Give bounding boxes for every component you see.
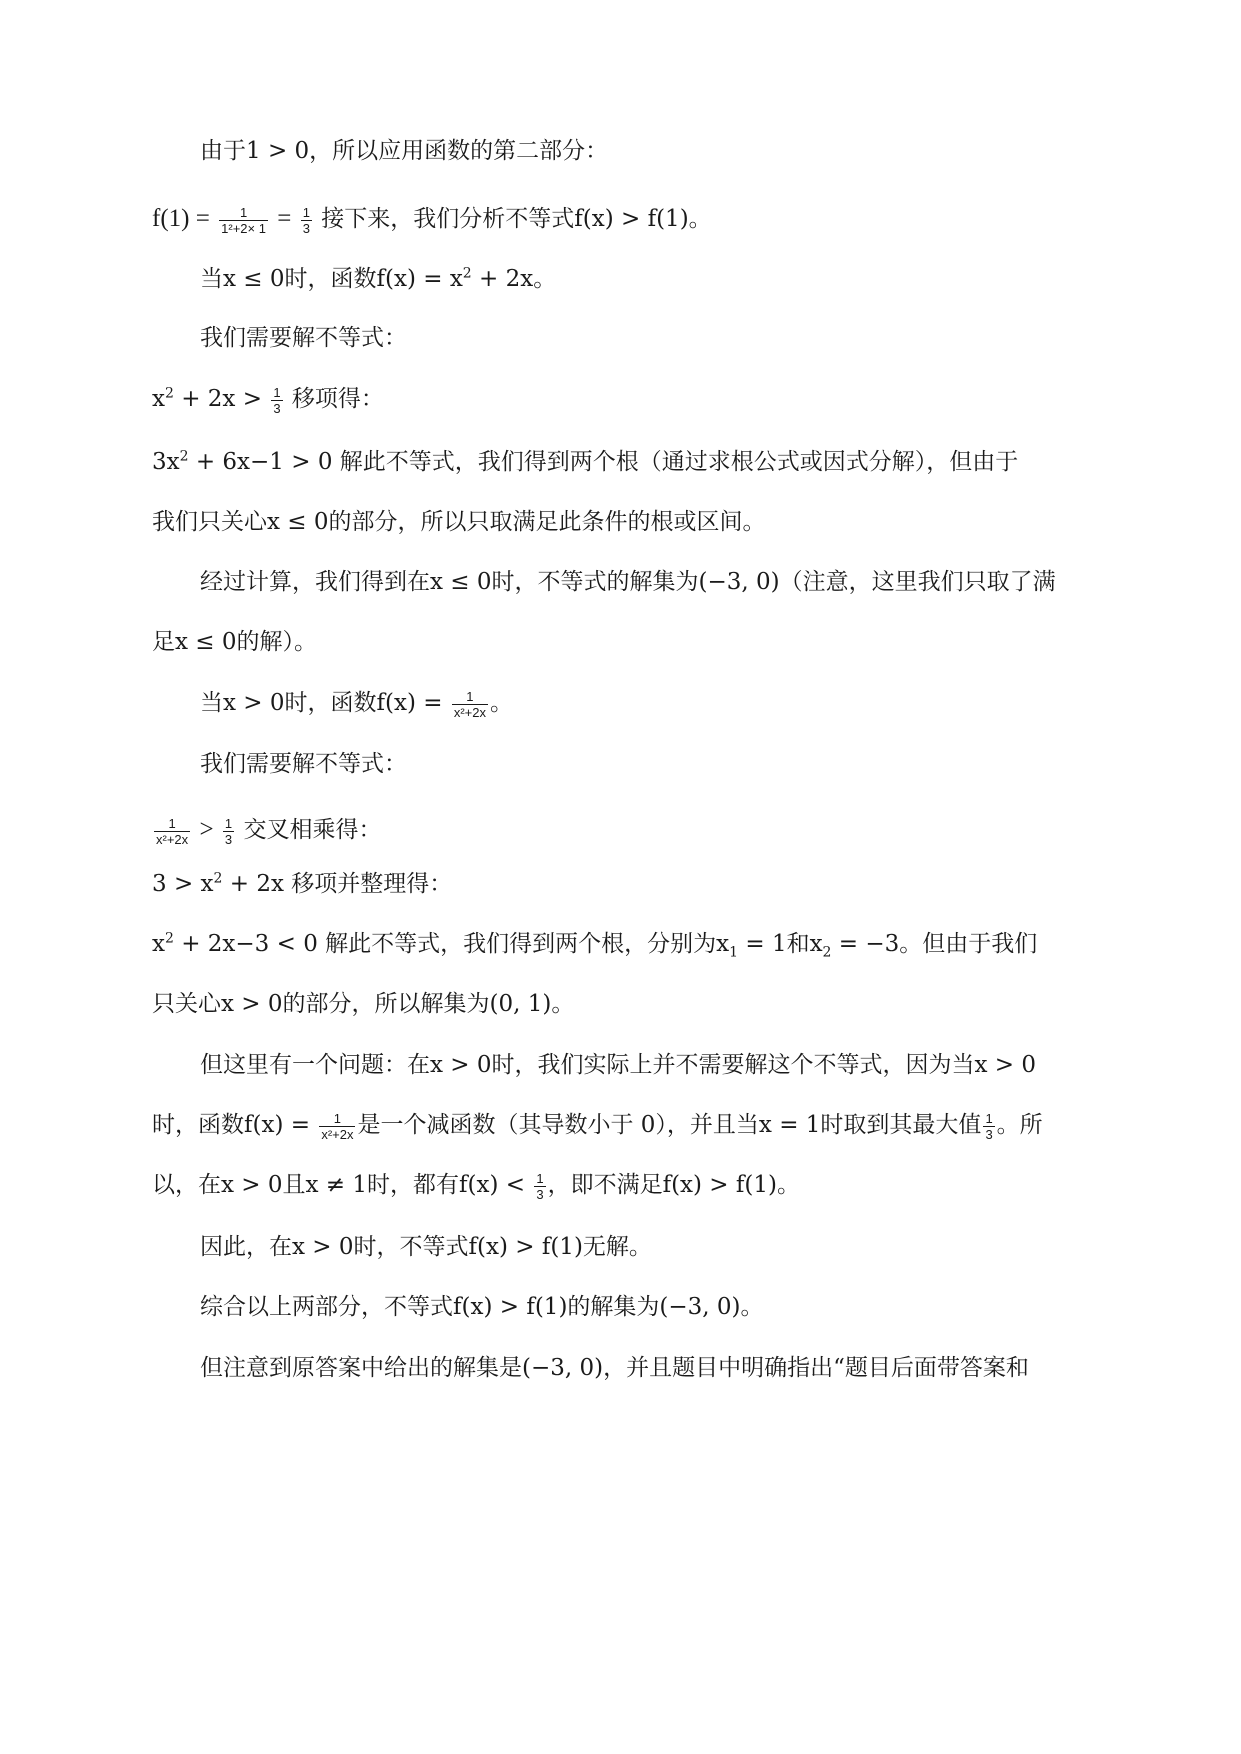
text: 时，函数f(x) = (152, 1112, 311, 1138)
text: 当x ≤ 0时，函数f(x) = x (200, 266, 463, 292)
fraction-num: 1 (224, 815, 233, 831)
fraction (534, 1171, 545, 1202)
paragraph-15: 只关心x > 0的部分，所以解集为(0, 1)。 (152, 991, 575, 1017)
text: 移项得： (291, 386, 384, 412)
subscript: 1 (729, 944, 739, 961)
superscript: 2 (164, 930, 174, 947)
paragraph-13 (152, 869, 1092, 899)
fraction-num: 1 (154, 816, 190, 832)
paragraph-8: 经过计算，我们得到在x ≤ 0时，不等式的解集为(−3, 0)（注意，这里我们只取了满 (200, 569, 1056, 595)
fraction-den: 3 (985, 1126, 993, 1142)
fraction (452, 689, 488, 720)
fraction-num: 1 (319, 1111, 355, 1127)
fraction-den: 3 (224, 831, 233, 847)
paragraph-19: 因此，在x > 0时，不等式f(x) > f(1)无解。 (200, 1234, 652, 1260)
eq-sign: = (277, 205, 292, 232)
inequality-2 (152, 815, 1092, 847)
fraction-num: 1 (452, 689, 488, 705)
fraction (219, 205, 268, 236)
fraction (983, 1111, 994, 1142)
text: 以，在x > 0且x ≠ 1时，都有f(x) < (152, 1172, 526, 1198)
eq-lhs: f(1) = (152, 205, 210, 232)
fraction-den: x²+2x (321, 1126, 354, 1142)
paragraph-17 (152, 1110, 1092, 1142)
paragraph-11: 我们需要解不等式： (200, 751, 407, 777)
paragraph-7: 我们只关心x ≤ 0的部分，所以只取满足此条件的根或区间。 (152, 509, 766, 535)
fraction (223, 816, 234, 847)
text: + 2x > (173, 386, 262, 412)
fraction-num: 1 (985, 1110, 993, 1126)
paragraph-16: 但这里有一个问题：在x > 0时，我们实际上并不需要解这个不等式，因为当x > 0 (200, 1052, 1036, 1078)
text: 当x > 0时，函数f(x) = (200, 690, 443, 716)
fraction-den: 3 (273, 400, 281, 416)
paragraph-9: 足x ≤ 0的解）。 (152, 629, 317, 655)
fraction (271, 385, 282, 416)
fraction-num: 1 (536, 1170, 544, 1186)
eq-text: 接下来，我们分析不等式f(x) > f(1)。 (321, 206, 712, 232)
superscript: 2 (462, 265, 472, 282)
fraction (319, 1111, 355, 1142)
text: = −3。但由于我们 (831, 931, 1038, 957)
text: 3 > x (152, 871, 214, 897)
subscript: 2 (822, 944, 832, 961)
equation-f1 (152, 204, 1092, 236)
text: 3x (152, 449, 180, 475)
text: = 1和x (738, 931, 823, 957)
text: 。 (489, 690, 513, 716)
superscript: 2 (213, 870, 223, 887)
paragraph-21: 但注意到原答案中给出的解集是(−3, 0)，并且题目中明确指出“题目后面带答案和 (200, 1355, 1029, 1381)
fraction-num: 1 (219, 205, 268, 221)
fraction-den: 1²+2× 1 (221, 220, 266, 236)
text: x (152, 386, 165, 412)
fraction-den: 3 (536, 1186, 544, 1202)
text: x (152, 931, 165, 957)
text: ，即不满足f(x) > f(1)。 (547, 1172, 800, 1198)
paragraph-10 (200, 688, 1092, 720)
paragraph-1: 由于1 > 0，所以应用函数的第二部分： (200, 138, 609, 164)
superscript: 2 (164, 385, 174, 402)
text: 交叉相乘得： (243, 817, 382, 843)
fraction (154, 816, 190, 847)
text: + 6x−1 > 0 解此不等式，我们得到两个根（通过求根公式或因式分解），但由于 (188, 449, 1019, 475)
fraction (301, 205, 312, 236)
text: + 2x。 (471, 266, 557, 292)
paragraph-18 (152, 1170, 1092, 1202)
superscript: 2 (179, 448, 189, 465)
paragraph-14 (152, 929, 1092, 959)
fraction-num: 1 (273, 384, 281, 400)
paragraph-6 (152, 447, 1092, 477)
fraction-den: x²+2x (156, 831, 189, 847)
text: 。所 (996, 1112, 1043, 1138)
text: > (199, 816, 214, 843)
paragraph-4: 我们需要解不等式： (200, 325, 407, 351)
text: + 2x 移项并整理得： (222, 871, 453, 897)
paragraph-3 (200, 264, 1092, 294)
fraction-den: x²+2x (453, 704, 486, 720)
paragraph-20: 综合以上两部分，不等式f(x) > f(1)的解集为(−3, 0)。 (200, 1294, 764, 1320)
text: 是一个减函数（其导数小于 0），并且当x = 1时取到其最大值 (357, 1112, 982, 1138)
fraction-den: 3 (302, 220, 310, 236)
text: + 2x−3 < 0 解此不等式，我们得到两个根，分别为x (173, 931, 730, 957)
inequality-1 (152, 384, 1092, 416)
fraction-num: 1 (302, 204, 310, 220)
